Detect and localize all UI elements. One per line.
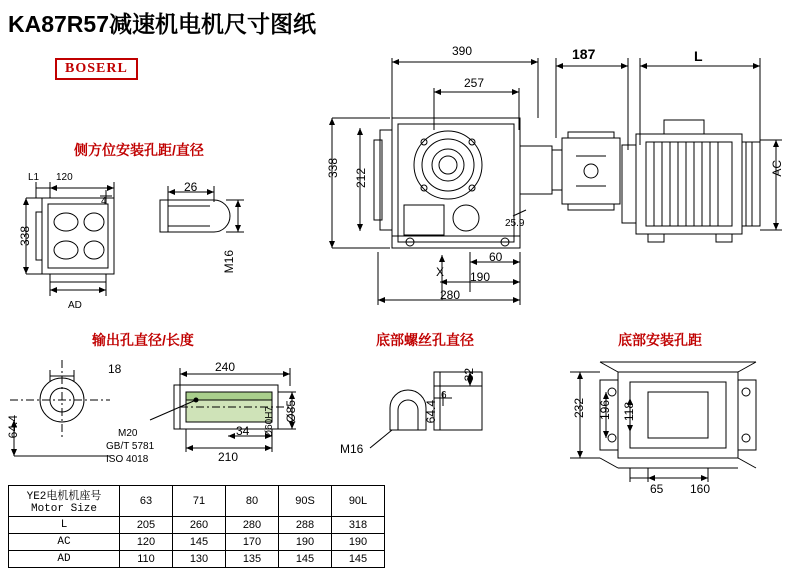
dim-257: 257 [464, 76, 485, 90]
page-title: KA87R57减速机电机尺寸图纸 [8, 11, 316, 37]
table-cell: 135 [226, 551, 279, 568]
section-label-bottom-screw: 底部螺丝孔直径 [376, 332, 474, 348]
dim-25-9: 25.9 [505, 218, 525, 229]
dim-65: 65 [650, 482, 664, 496]
dim-26: 26 [184, 180, 198, 194]
dim-120: 120 [56, 172, 73, 183]
table-col-header: 90L [332, 486, 385, 517]
dim-AD-side: AD [68, 300, 82, 311]
dim-AC-main: AC [770, 160, 784, 177]
table-col-header: 90S [279, 486, 332, 517]
dim-34: 34 [236, 424, 250, 438]
dim-O85: Ø85 [284, 400, 298, 423]
dim-390: 390 [452, 44, 473, 58]
dim-M16-side: M16 [222, 250, 236, 274]
table-col-header: 80 [226, 486, 279, 517]
dim-232: 232 [572, 398, 586, 419]
table-col-header: 71 [173, 486, 226, 517]
table-cell: 130 [173, 551, 226, 568]
table-header-label [9, 486, 120, 517]
dim-6: 6 [441, 390, 447, 401]
table-header-label-cn: YE2电机机座号 [26, 491, 102, 503]
table-row [9, 551, 385, 568]
table-cell: 260 [173, 517, 226, 534]
dim-O60H7: Ø60H7 [264, 406, 275, 438]
dim-210: 210 [218, 450, 239, 464]
table-row-label: L [9, 517, 120, 534]
dim-64-4-output: 64.4 [6, 415, 20, 439]
motor-size-table [8, 485, 385, 568]
table-cell: 170 [226, 534, 279, 551]
dim-338-side: 338 [18, 226, 32, 247]
dim-18: 18 [108, 362, 122, 376]
table-row-label: AD [9, 551, 120, 568]
table-cell: 120 [120, 534, 173, 551]
table-cell: 145 [279, 551, 332, 568]
section-label-output-bore: 输出孔直径/长度 [92, 332, 194, 348]
dim-187: 187 [572, 46, 596, 62]
dim-212: 212 [354, 168, 368, 189]
table-cell: 205 [120, 517, 173, 534]
dim-240: 240 [215, 360, 236, 374]
dim-64-4-screw: 64.4 [424, 400, 438, 424]
dim-L-main: L [694, 48, 703, 64]
table-row [9, 534, 385, 551]
dim-196: 196 [598, 400, 612, 421]
dim-L1: L1 [28, 172, 40, 183]
dim-280: 280 [440, 288, 461, 302]
table-cell: 145 [332, 551, 385, 568]
key-spec-m20: M20 [118, 428, 138, 439]
table-cell: 190 [332, 534, 385, 551]
brand-logo: BOSERL [55, 58, 138, 80]
dim-60: 60 [489, 250, 503, 264]
table-cell: 145 [173, 534, 226, 551]
table-cell: 280 [226, 517, 279, 534]
dim-190: 190 [470, 270, 491, 284]
table-header-label-en: Motor Size [30, 503, 97, 515]
key-spec-gbt: GB/T 5781 [106, 441, 155, 452]
dim-338-main: 338 [326, 158, 340, 179]
key-spec-iso: ISO 4018 [106, 454, 149, 465]
section-label-side-mount: 侧方位安装孔距/直径 [74, 142, 204, 158]
table-cell: 318 [332, 517, 385, 534]
dim-X: X [436, 265, 445, 279]
dim-118: 118 [622, 402, 636, 422]
table-header-row [9, 486, 385, 517]
table-col-header: 63 [120, 486, 173, 517]
dim-4: 4 [101, 196, 107, 207]
section-label-bottom-mount: 底部安装孔距 [618, 332, 702, 348]
dim-160: 160 [690, 482, 711, 496]
dim-M16-screw: M16 [340, 442, 364, 456]
table-row [9, 517, 385, 534]
table-cell: 190 [279, 534, 332, 551]
table-cell: 110 [120, 551, 173, 568]
dim-32: 32 [462, 368, 476, 382]
table-row-label: AC [9, 534, 120, 551]
table-cell: 288 [279, 517, 332, 534]
